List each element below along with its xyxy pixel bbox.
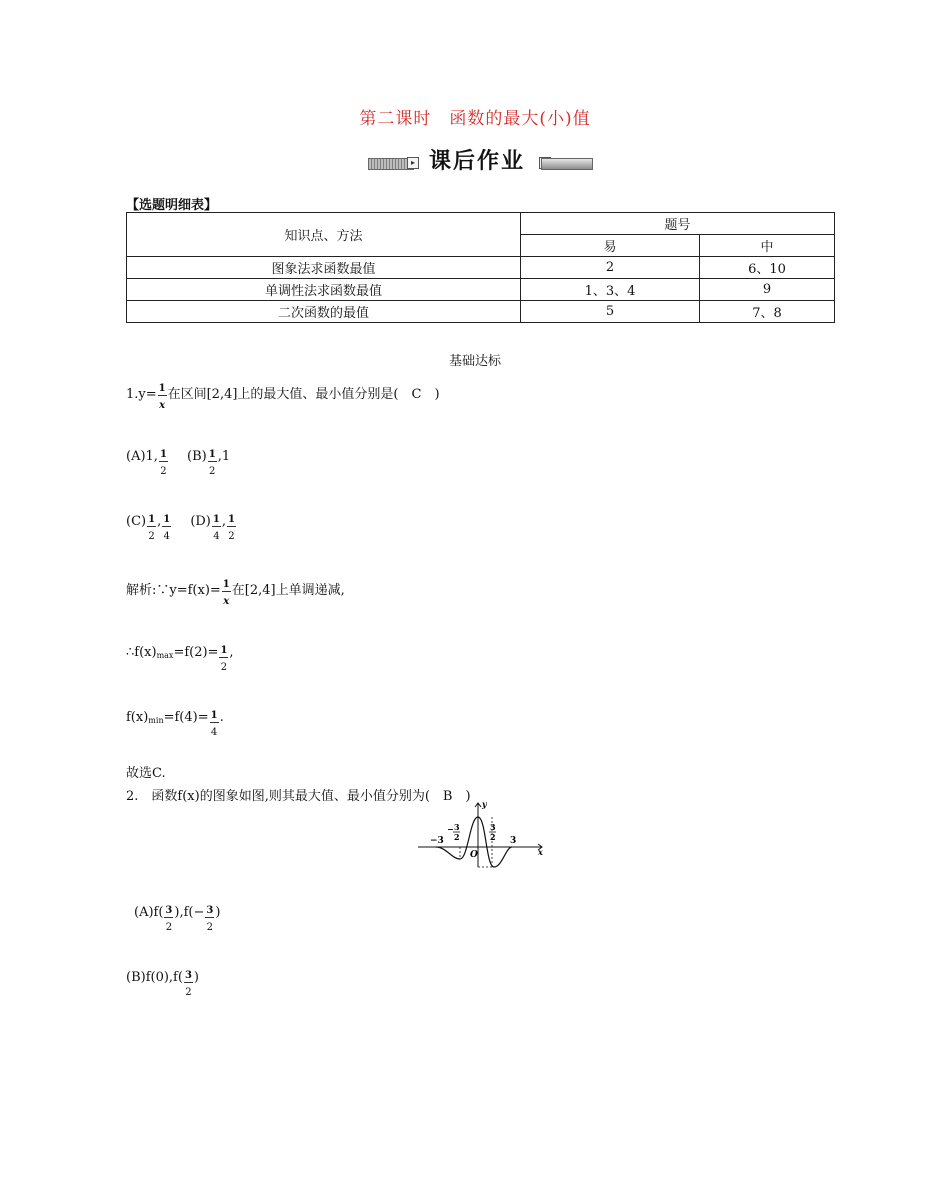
table-row <box>127 301 835 323</box>
close-paren: ) <box>193 970 199 985</box>
banner-right-bar <box>541 158 593 170</box>
subscript-max: max <box>156 651 174 660</box>
option-a: (A)1, <box>126 449 158 464</box>
cell-medium: 6、10 <box>700 257 835 279</box>
option-b: (B) <box>187 449 207 464</box>
topic-table <box>126 212 835 323</box>
cell-easy: 1、3、4 <box>521 279 700 301</box>
comma: , <box>221 514 226 529</box>
q1-options-cd <box>126 514 237 543</box>
header-easy: 易 <box>521 235 700 257</box>
fraction: $\frac{3}{2}$ <box>165 905 173 933</box>
table-row <box>127 279 835 301</box>
tick-num-right: 3 <box>490 822 496 832</box>
q1-prefix: 1.y= <box>126 387 157 402</box>
fraction: $\frac{1}{2}$ <box>208 449 216 477</box>
fraction: $\frac{1}{2}$ <box>148 514 156 542</box>
analysis-line-1 <box>126 579 345 608</box>
option-d: (D) <box>190 514 211 529</box>
analysis-line-2 <box>126 645 234 674</box>
q1-suffix: 在区间[2,4]上的最大值、最小值分别是( C ) <box>167 387 440 402</box>
cell-easy: 5 <box>521 301 700 323</box>
option-b-end: ,1 <box>217 449 231 464</box>
cell-topic: 二次函数的最值 <box>127 301 521 323</box>
option-b: (B)f(0),f( <box>126 970 183 985</box>
option-c: (C) <box>126 514 147 529</box>
table-label: 【选题明细表】 <box>126 198 218 213</box>
header-medium: 中 <box>700 235 835 257</box>
fraction: $\frac{1}{x}$ <box>158 383 166 411</box>
comma: , <box>229 645 234 660</box>
fraction: $\frac{1}{4}$ <box>210 710 218 738</box>
fraction: $\frac{1}{2}$ <box>228 514 235 542</box>
fraction: $\frac{1}{2}$ <box>220 645 228 673</box>
conclusion: 故选C. <box>126 766 166 781</box>
minus-sign: − <box>447 824 454 834</box>
cell-easy: 2 <box>521 257 700 279</box>
cell-medium: 9 <box>700 279 835 301</box>
q2-option-a <box>134 905 220 934</box>
fraction: $\frac{1}{4}$ <box>163 514 171 542</box>
fraction: $\frac{3}{2}$ <box>206 905 214 933</box>
q2-option-b <box>126 970 199 999</box>
cell-topic: 单调性法求函数最值 <box>127 279 521 301</box>
fx: ∴f(x) <box>126 645 157 660</box>
fx: f(x) <box>126 710 149 725</box>
analysis-suffix: 在[2,4]上单调递减, <box>231 583 345 598</box>
header-question-number: 题号 <box>521 213 835 235</box>
pos3-label: 3 <box>510 836 517 846</box>
y-label: y <box>482 799 487 809</box>
q2-stem: 2. 函数f(x)的图象如图,则其最大值、最小值分别为( B ) <box>126 789 471 804</box>
origin-label: O <box>470 850 478 860</box>
neg3-label: −3 <box>430 836 444 846</box>
f2: =f(2)= <box>173 645 219 660</box>
play-icon: ▸ <box>407 157 419 169</box>
tick-den-left: 2 <box>454 832 460 842</box>
tick-den-right: 2 <box>490 832 496 842</box>
banner <box>368 148 593 178</box>
cell-medium: 7、8 <box>700 301 835 323</box>
analysis-prefix: 解析:∵y=f(x)= <box>126 583 221 598</box>
q1-stem <box>126 383 440 412</box>
function-graph <box>416 797 546 869</box>
analysis-line-3 <box>126 710 224 739</box>
fraction: $\frac{1}{x}$ <box>222 579 230 607</box>
option-a: (A)f( <box>134 905 164 920</box>
f4: =f(4)= <box>163 710 209 725</box>
fraction: $\frac{3}{2}$ <box>184 970 192 998</box>
section-title: 基础达标 <box>448 354 501 369</box>
subscript-min: min <box>148 716 164 725</box>
comma: , <box>157 514 162 529</box>
option-a-mid: ),f(− <box>174 905 205 920</box>
period: . <box>219 710 224 725</box>
tick-num-left: 3 <box>454 822 460 832</box>
table-row <box>127 257 835 279</box>
q1-options-ab <box>126 449 230 478</box>
x-label: x <box>538 847 543 857</box>
page-title: 第二课时 函数的最大(小)值 <box>359 109 591 129</box>
banner-title: 课后作业 <box>428 149 525 174</box>
header-topic: 知识点、方法 <box>127 213 521 257</box>
fraction: $\frac{1}{2}$ <box>159 449 167 477</box>
cell-topic: 图象法求函数最值 <box>127 257 521 279</box>
fraction: $\frac{1}{4}$ <box>212 514 220 542</box>
close-paren: ) <box>215 905 221 920</box>
